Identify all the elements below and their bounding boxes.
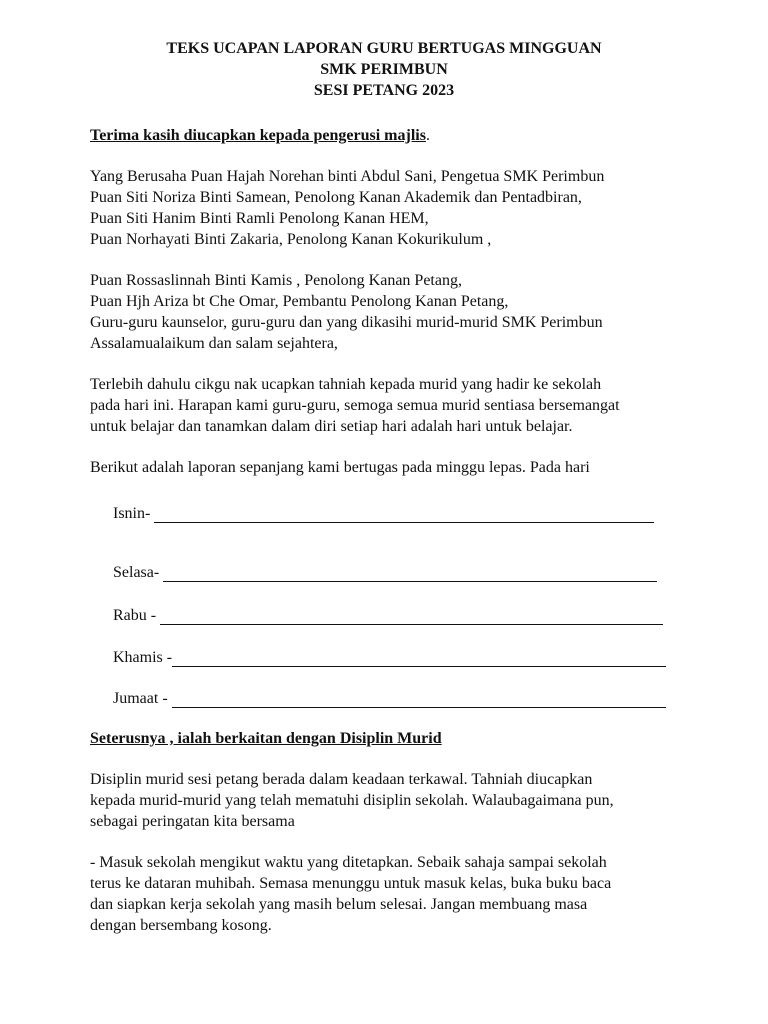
greeting-line: Puan Siti Noriza Binti Samean, Penolong Kanan Akademik dan Pentadbiran, (90, 189, 582, 206)
greeting-line: Puan Rossaslinnah Binti Kamis , Penolong Kanan Petang, (90, 272, 462, 289)
report-intro: Berikut adalah laporan sepanjang kami bertugas pada minggu lepas. Pada hari (90, 459, 590, 476)
greeting-line: Puan Siti Hanim Binti Ramli Penolong Kanan HEM, (90, 210, 429, 227)
discipline-heading: Seterusnya , ialah berkaitan dengan Disiplin Murid (90, 730, 442, 747)
rule-paragraph (90, 852, 678, 936)
day-row-rabu (113, 603, 663, 625)
greetings-block-2 (90, 270, 678, 354)
intro-line: pada hari ini. Harapan kami guru-guru, semoga semua murid sentiasa bersemangat (90, 397, 620, 414)
greeting-line: Puan Hjh Ariza bt Che Omar, Pembantu Penolong Kanan Petang, (90, 293, 509, 310)
rule-line: dengan bersembang kosong. (90, 917, 272, 934)
title-line-1: TEKS UCAPAN LAPORAN GURU BERTUGAS MINGGUAN (166, 40, 602, 57)
day-entry-blank[interactable] (172, 650, 666, 667)
day-label: Selasa- (113, 564, 164, 581)
rule-line: - Masuk sekolah mengikut waktu yang ditetapkan. Sebaik sahaja sampai sekolah (90, 854, 607, 871)
day-row-jumaat (113, 686, 666, 708)
greeting-line: Assalamualaikum dan salam sejahtera, (90, 335, 338, 352)
day-row-isnin (113, 501, 654, 523)
day-entry-blank[interactable] (163, 565, 657, 582)
thanks-period: . (425, 127, 430, 144)
thanks-heading: Terima kasih diucapkan kepada pengerusi majlis (90, 127, 426, 144)
greeting-line: Puan Norhayati Binti Zakaria, Penolong Kanan Kokurikulum , (90, 231, 492, 248)
thanks-line (90, 125, 678, 146)
intro-line: Terlebih dahulu cikgu nak ucapkan tahniah kepada murid yang hadir ke sekolah (90, 376, 602, 393)
document-title (90, 38, 678, 101)
discipline-paragraph (90, 769, 678, 832)
greetings-block-1 (90, 166, 678, 250)
discipline-line: sebagai peringatan kita bersama (90, 813, 295, 830)
day-label: Isnin- (113, 505, 155, 522)
intro-paragraph (90, 374, 678, 437)
day-row-khamis (113, 645, 666, 667)
day-label: Khamis - (113, 649, 173, 666)
day-row-selasa (113, 560, 657, 582)
intro-line: untuk belajar dan tanamkan dalam diri setiap hari adalah hari untuk belajar. (90, 418, 573, 435)
day-label: Rabu - (113, 607, 161, 624)
greeting-line: Yang Berusaha Puan Hajah Norehan binti Abdul Sani, Pengetua SMK Perimbun (90, 168, 605, 185)
rule-line: dan siapkan kerja sekolah yang masih belum selesai. Jangan membuang masa (90, 896, 588, 913)
greeting-line: Guru-guru kaunselor, guru-guru dan yang dikasihi murid-murid SMK Perimbun (90, 314, 603, 331)
rule-line: terus ke dataran muhibah. Semasa menunggu untuk masuk kelas, buka buku baca (90, 875, 612, 892)
day-entry-blank[interactable] (160, 608, 663, 625)
day-entry-blank[interactable] (172, 691, 666, 708)
day-entry-blank[interactable] (154, 506, 654, 523)
discipline-heading-line (90, 728, 678, 749)
title-line-3: SESI PETANG 2023 (313, 82, 455, 99)
discipline-line: Disiplin murid sesi petang berada dalam keadaan terkawal. Tahniah diucapkan (90, 771, 593, 788)
title-line-2: SMK PERIMBUN (320, 61, 448, 78)
discipline-line: kepada murid-murid yang telah mematuhi disiplin sekolah. Walaubagaimana pun, (90, 792, 614, 809)
day-label: Jumaat - (113, 690, 172, 707)
